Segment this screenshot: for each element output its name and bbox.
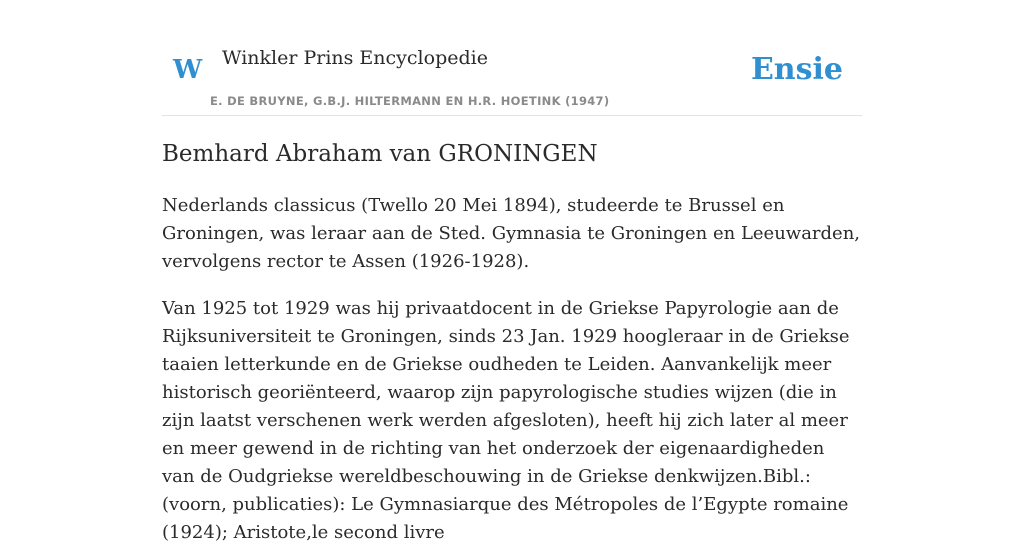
ensie-logo[interactable]: Ensie — [750, 52, 843, 87]
header — [162, 28, 862, 116]
article-paragraph-1: Nederlands classicus (Twello 20 Mei 1894), studeerde te Brussel en Groningen, was leraar aan de Sted. Gymnasia te Groningen en Leeuwarden, vervolgens rector te Assen (1926-1928). — [162, 195, 861, 272]
article-paragraph-2: Van 1925 tot 1929 was hij privaatdocent in de Griekse Papyrologie aan de Rijksuniversiteit te Groningen, sinds 23 Jan. 1929 hoogleraar in de Griekse taaien letterkunde en de Griekse oudheden te Leiden. Aanvankelijk meer historisch georiënteerd, waarop zijn papyrologische studies wijzen (die in zijn laatst verschenen werk werden afgesloten), heeft hij zich later al meer en meer gewend in de richting van het onderzoek der eigenaardigheden van de Oudgriekse wereldbeschouwing in de Griekse denkwijzen.Bibl.: (voorn, publicaties): Le Gymnasiarque des Métropoles de l’Egypte romaine (1924); Aristote,le second livre — [162, 298, 850, 543]
article — [162, 138, 862, 547]
publication-authors: E. DE BRUYNE, G.B.J. HILTERMANN EN H.R. HOETINK (1947) — [210, 94, 610, 108]
winkler-prins-logo[interactable]: W — [173, 55, 203, 85]
article-title: Bemhard Abraham van GRONINGEN — [162, 141, 598, 167]
publication-title[interactable]: Winkler Prins Encyclopedie — [222, 47, 488, 69]
